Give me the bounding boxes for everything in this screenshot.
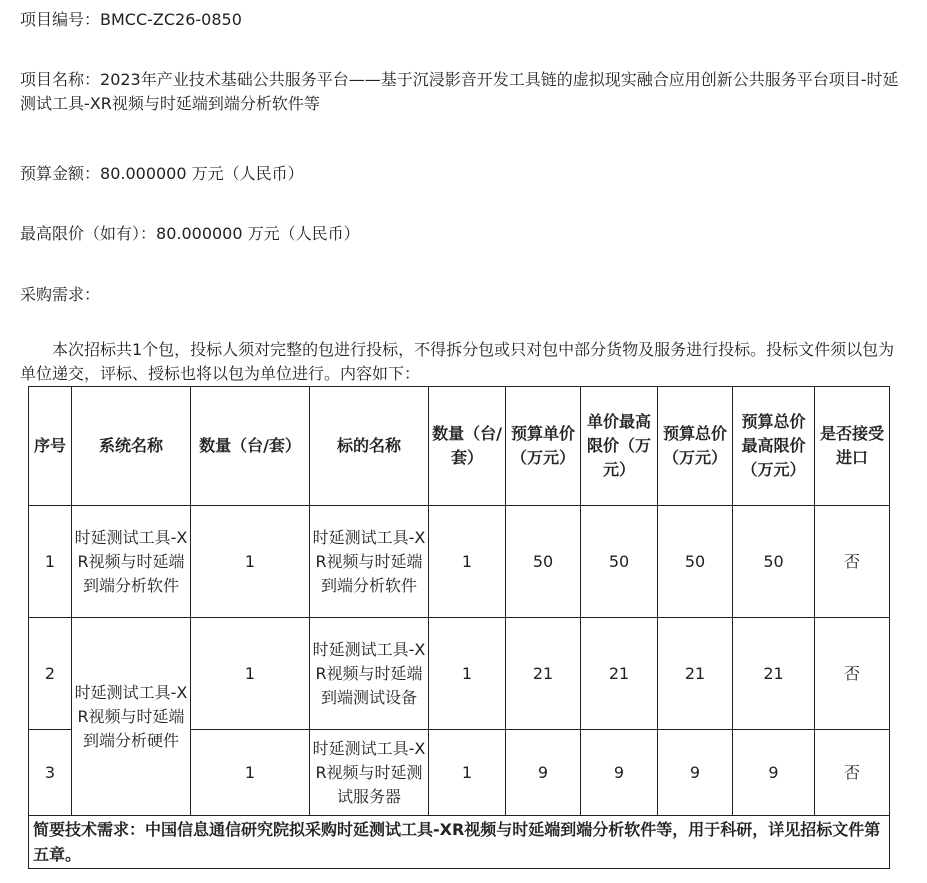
max-price-label: 最高限价（如有）： bbox=[20, 224, 157, 243]
header-no: 序号 bbox=[29, 387, 72, 506]
cell-unit-budget: 9 bbox=[506, 730, 581, 816]
cell-import: 否 bbox=[815, 730, 890, 816]
cell-item-name: 时延测试工具-XR视频与时延测试服务器 bbox=[310, 730, 429, 816]
header-total-budget: 预算总价（万元） bbox=[658, 387, 733, 506]
cell-quantity-2: 1 bbox=[429, 506, 506, 618]
cell-total-max: 21 bbox=[733, 618, 815, 730]
table-row bbox=[29, 506, 890, 618]
header-item-name: 标的名称 bbox=[310, 387, 429, 506]
max-price-value: 80.000000 万元（人民币） bbox=[156, 224, 360, 243]
max-price-line bbox=[20, 222, 360, 246]
budget-line bbox=[20, 162, 304, 186]
header-unit-max: 单价最高限价（万元） bbox=[581, 387, 658, 506]
requirement-heading: 采购需求： bbox=[20, 285, 101, 304]
cell-total-budget: 9 bbox=[658, 730, 733, 816]
cell-item-name: 时延测试工具-XR视频与时延端到端分析软件 bbox=[310, 506, 429, 618]
cell-quantity-2: 1 bbox=[429, 618, 506, 730]
cell-no: 1 bbox=[29, 506, 72, 618]
budget-value: 80.000000 万元（人民币） bbox=[100, 164, 304, 183]
requirements-table bbox=[28, 386, 890, 869]
cell-quantity-1: 1 bbox=[191, 730, 310, 816]
cell-total-budget: 21 bbox=[658, 618, 733, 730]
header-system-name: 系统名称 bbox=[72, 387, 191, 506]
header-quantity-1: 数量（台/套） bbox=[191, 387, 310, 506]
cell-system-name: 时延测试工具-XR视频与时延端到端分析软件 bbox=[72, 506, 191, 618]
table-header-row bbox=[29, 387, 890, 506]
table-note-row bbox=[29, 816, 890, 869]
header-import: 是否接受进口 bbox=[815, 387, 890, 506]
cell-total-budget: 50 bbox=[658, 506, 733, 618]
project-name-label: 项目名称： bbox=[20, 70, 101, 89]
intro-paragraph: 本次招标共1个包，投标人须对完整的包进行投标，不得拆分包或只对包中部分货物及服务进行投标。投标文件须以包为单位递交，评标、授标也将以包为单位进行。内容如下： bbox=[20, 340, 895, 383]
cell-item-name: 时延测试工具-XR视频与时延端到端测试设备 bbox=[310, 618, 429, 730]
project-number-line bbox=[20, 8, 242, 32]
technical-requirement-note: 简要技术需求：中国信息通信研究院拟采购时延测试工具-XR视频与时延端到端分析软件等，用于科研，详见招标文件第五章。 bbox=[29, 816, 890, 869]
cell-no: 3 bbox=[29, 730, 72, 816]
cell-import: 否 bbox=[815, 506, 890, 618]
table-row bbox=[29, 618, 890, 730]
cell-unit-max: 21 bbox=[581, 618, 658, 730]
project-number-label: 项目编号： bbox=[20, 10, 101, 29]
cell-total-max: 50 bbox=[733, 506, 815, 618]
header-unit-budget: 预算单价（万元） bbox=[506, 387, 581, 506]
cell-no: 2 bbox=[29, 618, 72, 730]
cell-system-name: 时延测试工具-XR视频与时延端到端分析硬件 bbox=[72, 618, 191, 816]
budget-label: 预算金额： bbox=[20, 164, 101, 183]
header-quantity-2: 数量（台/套） bbox=[429, 387, 506, 506]
cell-quantity-2: 1 bbox=[429, 730, 506, 816]
cell-unit-max: 50 bbox=[581, 506, 658, 618]
cell-quantity-1: 1 bbox=[191, 506, 310, 618]
project-name-line bbox=[20, 68, 900, 116]
cell-unit-budget: 21 bbox=[506, 618, 581, 730]
cell-unit-budget: 50 bbox=[506, 506, 581, 618]
project-number-value: BMCC-ZC26-0850 bbox=[100, 10, 242, 29]
cell-import: 否 bbox=[815, 618, 890, 730]
project-name-value: 2023年产业技术基础公共服务平台——基于沉浸影音开发工具链的虚拟现实融合应用创新公共服务平台项目-时延测试工具-XR视频与时延端到端分析软件等 bbox=[20, 70, 899, 113]
header-total-max: 预算总价最高限价（万元） bbox=[733, 387, 815, 506]
cell-unit-max: 9 bbox=[581, 730, 658, 816]
cell-total-max: 9 bbox=[733, 730, 815, 816]
cell-quantity-1: 1 bbox=[191, 618, 310, 730]
